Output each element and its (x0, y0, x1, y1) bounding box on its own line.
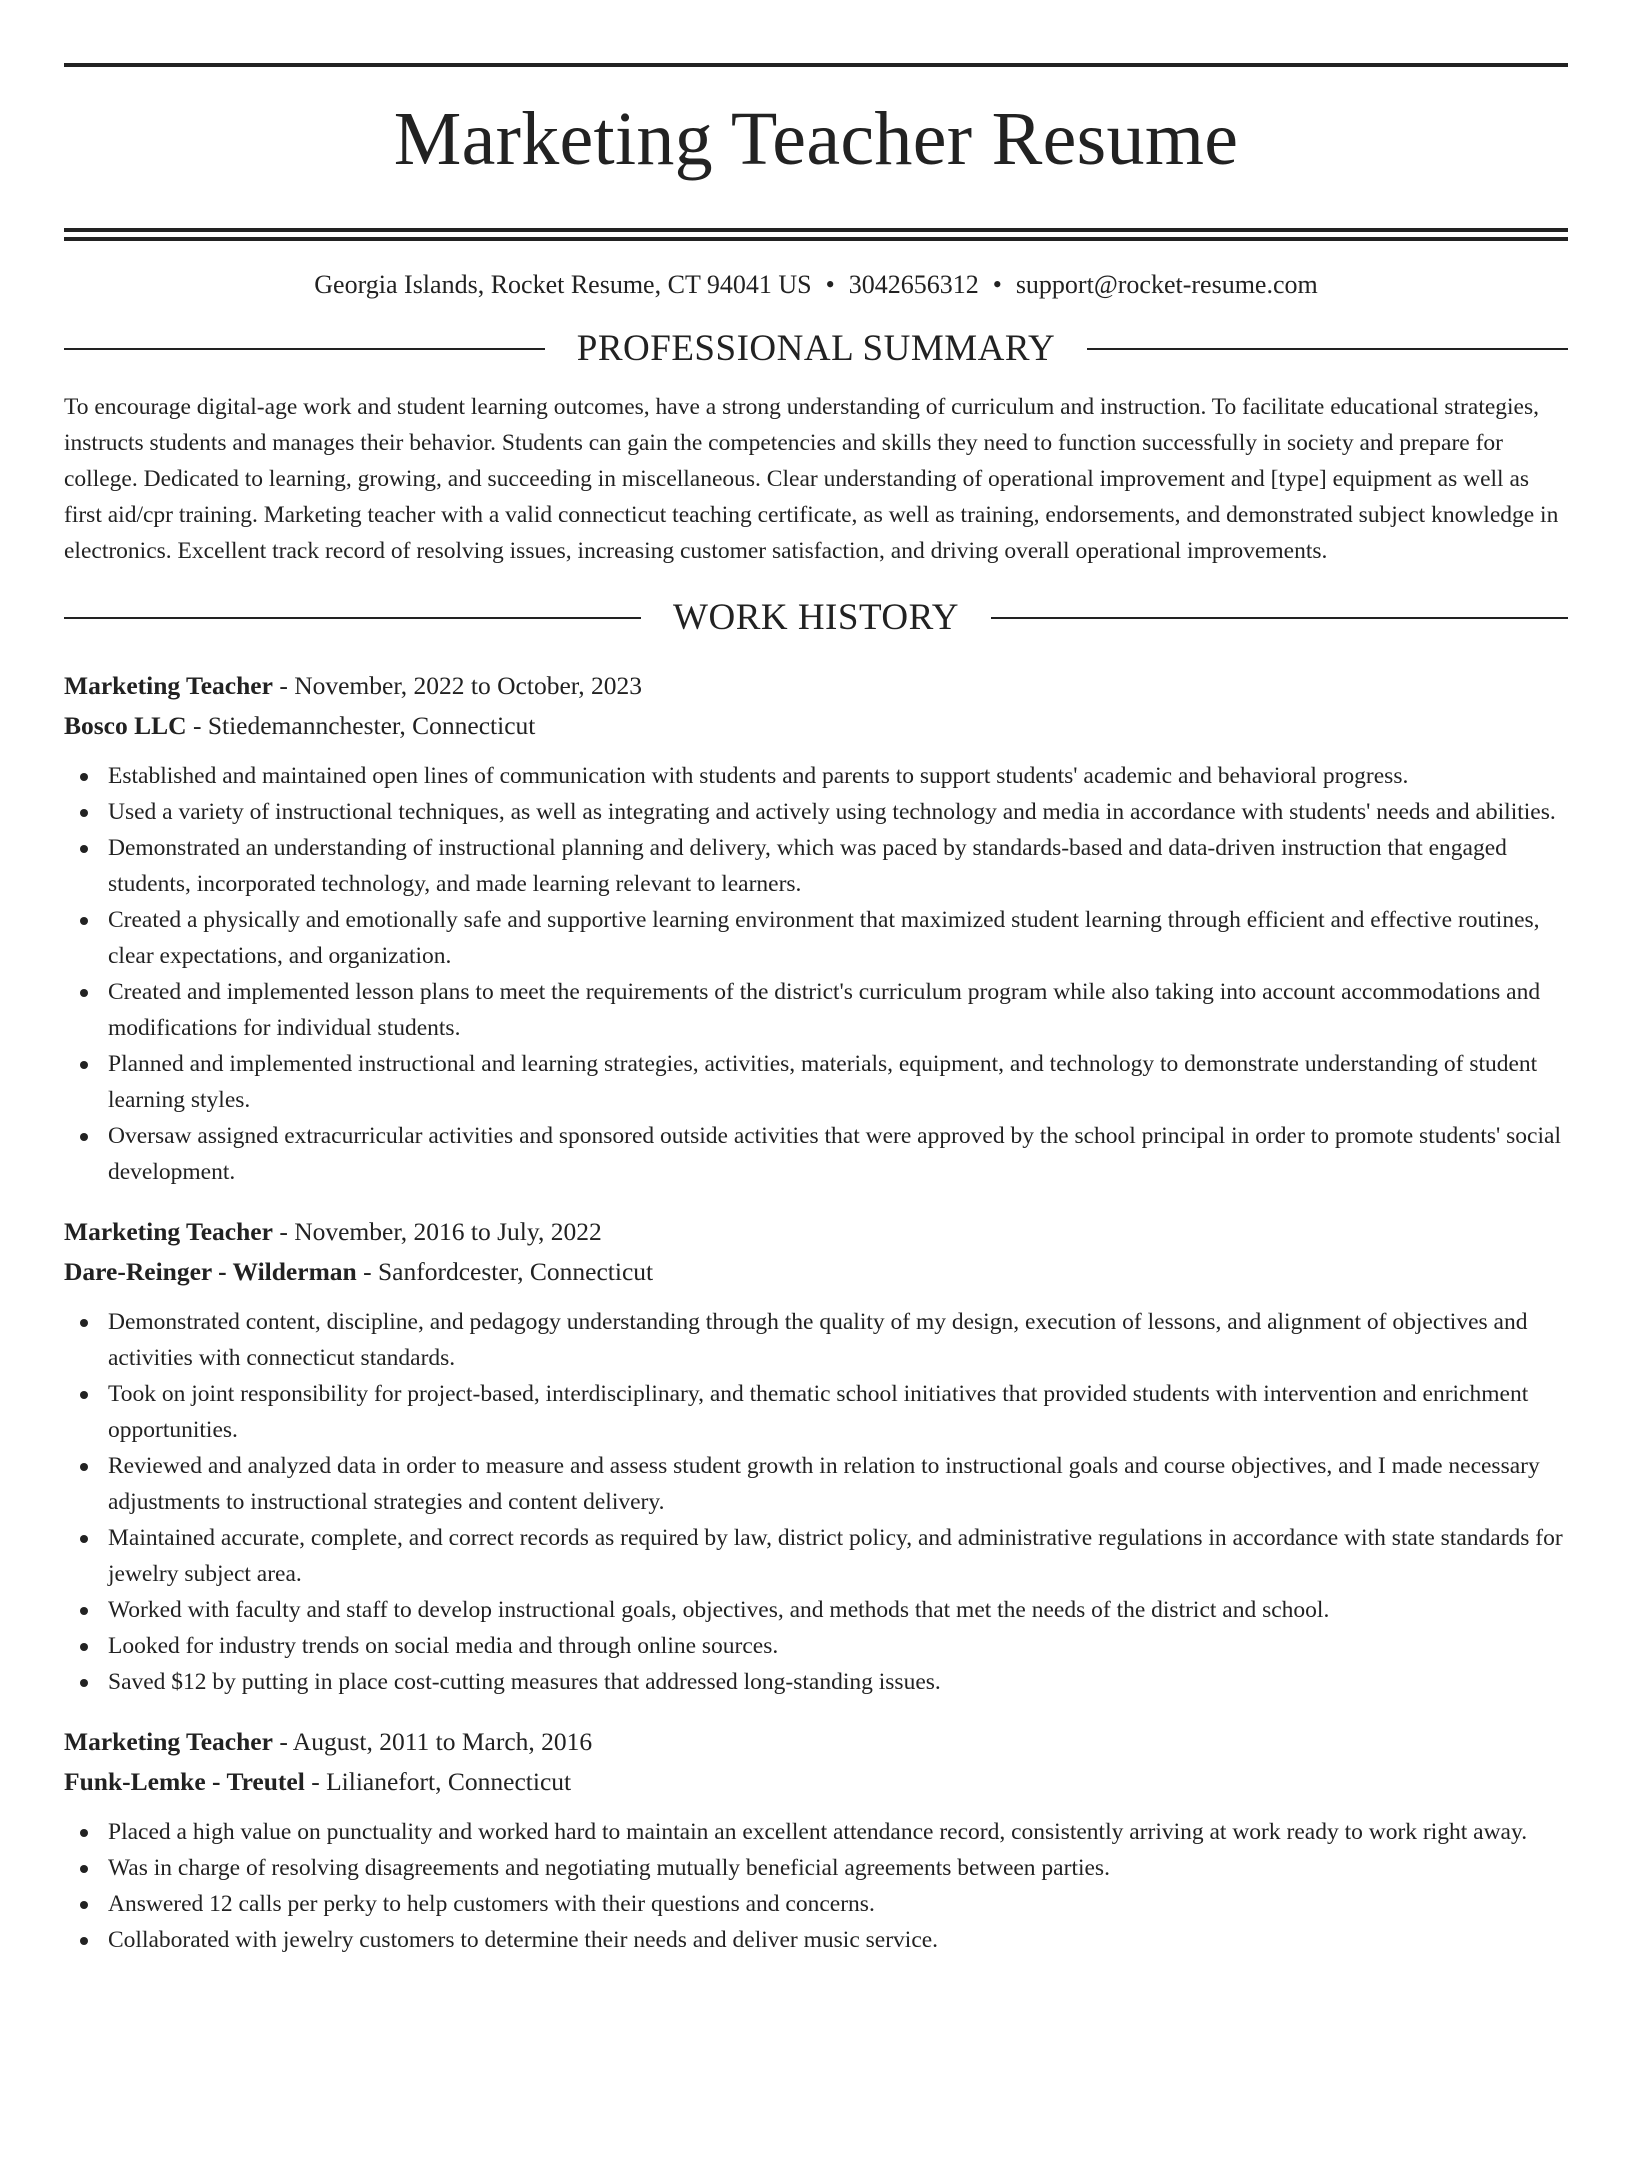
contact-email: support@rocket-resume.com (1015, 269, 1318, 299)
job-bullet: Took on joint responsibility for project-based, interdisciplinary, and thematic school initiatives that provided students with intervention and enrichment opportunities. (64, 1376, 1568, 1448)
job-bullet: Worked with faculty and staff to develop instructional goals, objectives, and methods that met the needs of the district and school. (64, 1592, 1568, 1628)
job-title-line (64, 1722, 1568, 1762)
job-company-line (64, 1762, 1568, 1802)
job-bullet: Planned and implemented instructional and learning strategies, activities, materials, equipment, and technology to demonstrate understanding of student learning styles. (64, 1046, 1568, 1118)
job-list (64, 666, 1568, 1958)
job-bullet: Looked for industry trends on social media and through online sources. (64, 1628, 1568, 1664)
job-location: Sanfordcester, Connecticut (378, 1257, 654, 1287)
job-bullet: Collaborated with jewelry customers to determine their needs and deliver music service. (64, 1922, 1568, 1958)
job-entry (64, 1212, 1568, 1700)
heading-rule-right (991, 617, 1568, 619)
header-top-rule (64, 63, 1568, 67)
job-entry (64, 666, 1568, 1190)
contact-separator: • (825, 269, 835, 299)
job-entry (64, 1722, 1568, 1958)
job-bullet: Created and implemented lesson plans to meet the requirements of the district's curriculum program while also taking into account accommodations and modifications for individual students. (64, 974, 1568, 1046)
job-bullet: Saved $12 by putting in place cost-cutting measures that addressed long-standing issues. (64, 1664, 1568, 1700)
job-bullet: Maintained accurate, complete, and correct records as required by law, district policy, and administrative regulations in accordance with state standards for jewelry subject area. (64, 1520, 1568, 1592)
job-bullet: Oversaw assigned extracurricular activities and sponsored outside activities that were approved by the school principal in order to promote students' social development. (64, 1118, 1568, 1190)
dash-separator: - (304, 1767, 327, 1797)
contact-line (64, 269, 1568, 300)
job-bullet: Answered 12 calls per perky to help customers with their questions and concerns. (64, 1886, 1568, 1922)
heading-rule-left (64, 348, 545, 350)
dash-separator: - (356, 1257, 378, 1287)
dash-separator: - (272, 1727, 293, 1757)
job-bullet: Placed a high value on punctuality and worked hard to maintain an excellent attendance record, consistently arriving at work ready to work right away. (64, 1814, 1568, 1850)
job-bullet-list (64, 1304, 1568, 1700)
dash-separator: - (186, 711, 208, 741)
job-dates: November, 2022 to October, 2023 (294, 671, 642, 701)
job-bullet: Was in charge of resolving disagreements and negotiating mutually beneficial agreements between parties. (64, 1850, 1568, 1886)
job-dates: November, 2016 to July, 2022 (294, 1217, 602, 1247)
job-company-line (64, 1252, 1568, 1292)
job-company: Funk-Lemke - Treutel (64, 1767, 305, 1797)
summary-heading (64, 328, 1568, 370)
job-role: Marketing Teacher (64, 671, 273, 701)
job-dates: August, 2011 to March, 2016 (292, 1727, 593, 1757)
job-bullet: Created a physically and emotionally safe and supportive learning environment that maximized student learning through efficient and effective routines, clear expectations, and organization. (64, 902, 1568, 974)
job-bullet-list (64, 1814, 1568, 1958)
page-title: Marketing Teacher Resume (393, 97, 1239, 181)
job-title-line (64, 1212, 1568, 1252)
job-title-line (64, 666, 1568, 706)
header-double-rule (64, 228, 1568, 241)
job-role: Marketing Teacher (64, 1727, 273, 1757)
work-history-heading-label: WORK HISTORY (673, 597, 959, 639)
job-bullet-list (64, 758, 1568, 1190)
job-role: Marketing Teacher (64, 1217, 273, 1247)
heading-rule-left (64, 617, 641, 619)
job-bullet: Established and maintained open lines of communication with students and parents to support students' academic and behavioral progress. (64, 758, 1568, 794)
contact-phone: 3042656312 (848, 269, 979, 299)
job-bullet: Reviewed and analyzed data in order to measure and assess student growth in relation to instructional goals and course objectives, and I made necessary adjustments to instructional strategies and content delivery. (64, 1448, 1568, 1520)
job-company: Dare-Reinger - Wilderman (64, 1257, 357, 1287)
resume-page (0, 63, 1632, 2175)
job-bullet: Demonstrated content, discipline, and pedagogy understanding through the quality of my design, execution of lessons, and alignment of objectives and activities with connecticut standards. (64, 1304, 1568, 1376)
dash-separator: - (272, 671, 295, 701)
job-company: Bosco LLC (64, 711, 187, 741)
contact-separator: • (992, 269, 1002, 299)
job-company-line (64, 706, 1568, 746)
job-location: Lilianefort, Connecticut (326, 1767, 572, 1797)
job-bullet: Used a variety of instructional techniques, as well as integrating and actively using technology and media in accordance with students' needs and abilities. (64, 794, 1568, 830)
heading-rule-right (1087, 348, 1568, 350)
dash-separator: - (272, 1217, 295, 1247)
work-history-heading (64, 597, 1568, 639)
summary-heading-label: PROFESSIONAL SUMMARY (576, 328, 1056, 370)
contact-address: Georgia Islands, Rocket Resume, CT 94041 US (314, 269, 812, 299)
summary-text: To encourage digital-age work and student learning outcomes, have a strong understanding of curriculum and instruction. To facilitate educational strategies, instructs students and manages their behavior. Students can gain the competencies and skills they need to function successfully in society and prepare for college. Dedicated to learning, growing, and succeeding in miscellaneous. Clear understanding of operational improvement and [type] equipment as well as first aid/cpr training. Marketing teacher with a valid connecticut teaching certificate, as well as training, endorsements, and demonstrated subject knowledge in electronics. Excellent track record of resolving issues, increasing customer satisfaction, and driving overall operational improvements. (64, 394, 1559, 565)
job-location: Stiedemannchester, Connecticut (207, 711, 536, 741)
job-bullet: Demonstrated an understanding of instructional planning and delivery, which was paced by standards-based and data-driven instruction that engaged students, incorporated technology, and made learning relevant to learners. (64, 830, 1568, 902)
